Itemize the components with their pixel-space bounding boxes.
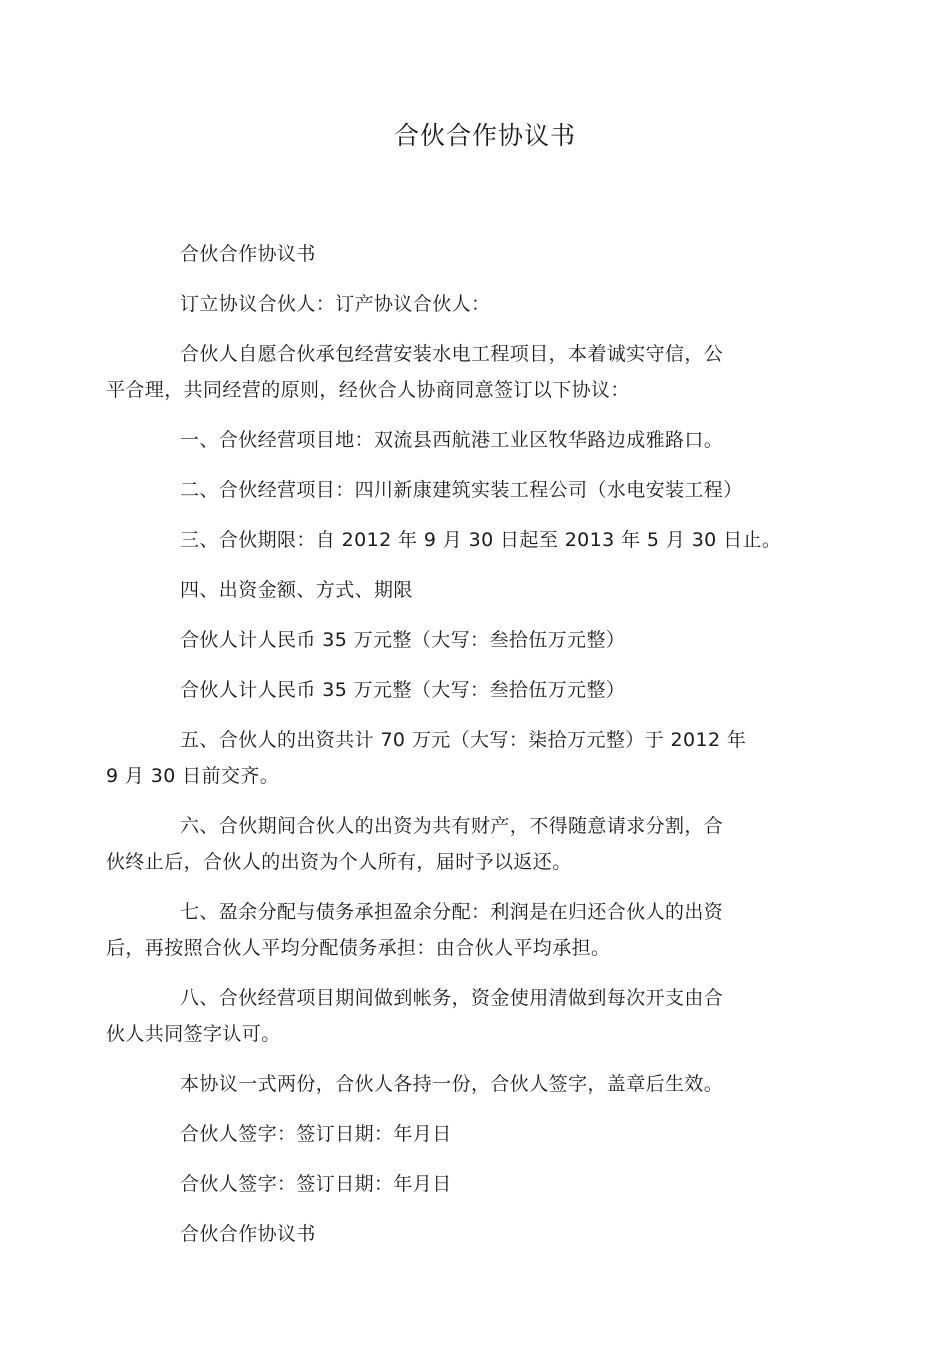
paragraph-line: 伙终止后，合伙人的出资为个人所有，届时予以返还。 <box>106 851 572 873</box>
paragraph-contribution-a <box>143 622 808 658</box>
paragraph-line: 平合理，共同经营的原则，经伙合人协商同意签订以下协议： <box>106 379 630 401</box>
paragraph-line: 四、出资金额、方式、期限 <box>180 579 413 601</box>
paragraph-heading-repeat <box>143 236 808 272</box>
paragraph-line: 合伙人签字：签订日期：年月日 <box>180 1123 452 1145</box>
paragraph-line: 合伙合作协议书 <box>180 1223 316 1245</box>
paragraph-line: 后，再按照合伙人平均分配债务承担：由合伙人平均承担。 <box>106 937 611 959</box>
paragraph-line: 合伙人自愿合伙承包经营安装水电工程项目，本着诚实守信，公 <box>180 343 724 365</box>
paragraph-clause-1 <box>143 422 808 458</box>
document-title: 合伙合作协议书 <box>393 121 576 150</box>
paragraph-line: 合伙人签字：签订日期：年月日 <box>180 1173 452 1195</box>
paragraph-signature-2 <box>143 1166 808 1202</box>
paragraph-clause-5 <box>106 722 808 794</box>
paragraph-clause-2 <box>143 472 808 508</box>
paragraph-clause-4 <box>143 572 808 608</box>
paragraph-clause-8 <box>106 980 808 1052</box>
paragraph-line: 二、合伙经营项目：四川新康建筑实装工程公司（水电安装工程） <box>180 479 743 501</box>
paragraph-validity <box>143 1066 808 1102</box>
paragraph-line: 七、盈余分配与债务承担盈余分配：利润是在归还合伙人的出资 <box>180 901 724 923</box>
paragraph-line: 合伙人计人民币 35 万元整（大写：叁拾伍万元整） <box>180 629 626 651</box>
paragraph-line: 合伙人计人民币 35 万元整（大写：叁拾伍万元整） <box>180 679 626 701</box>
document-body <box>106 236 808 1266</box>
paragraph-line: 一、合伙经营项目地：双流县西航港工业区牧华路边成雅路口。 <box>180 429 724 451</box>
paragraph-line: 本协议一式两份，合伙人各持一份，合伙人签字，盖章后生效。 <box>180 1073 724 1095</box>
paragraph-clause-6 <box>106 808 808 880</box>
paragraph-footer-heading <box>143 1216 808 1252</box>
paragraph-line: 五、合伙人的出资共计 70 万元（大写：柒拾万元整）于 2012 年 <box>180 729 747 751</box>
paragraph-line: 三、合伙期限：自 2012 年 9 月 30 日起至 2013 年 5 月 30 日止。 <box>180 529 782 551</box>
paragraph-line: 伙人共同签字认可。 <box>106 1023 281 1045</box>
paragraph-preamble <box>106 336 808 408</box>
paragraph-line: 八、合伙经营项目期间做到帐务，资金使用清做到每次开支由合 <box>180 987 724 1009</box>
paragraph-contribution-b <box>143 672 808 708</box>
paragraph-line: 订立协议合伙人：订产协议合伙人： <box>180 293 491 315</box>
paragraph-line: 合伙合作协议书 <box>180 243 316 265</box>
paragraph-clause-3 <box>143 522 808 558</box>
paragraph-signature-1 <box>143 1116 808 1152</box>
paragraph-parties <box>143 286 808 322</box>
paragraph-clause-7 <box>106 894 808 966</box>
paragraph-line: 六、合伙期间合伙人的出资为共有财产，不得随意请求分割，合 <box>180 815 724 837</box>
paragraph-line: 9 月 30 日前交齐。 <box>106 765 280 787</box>
